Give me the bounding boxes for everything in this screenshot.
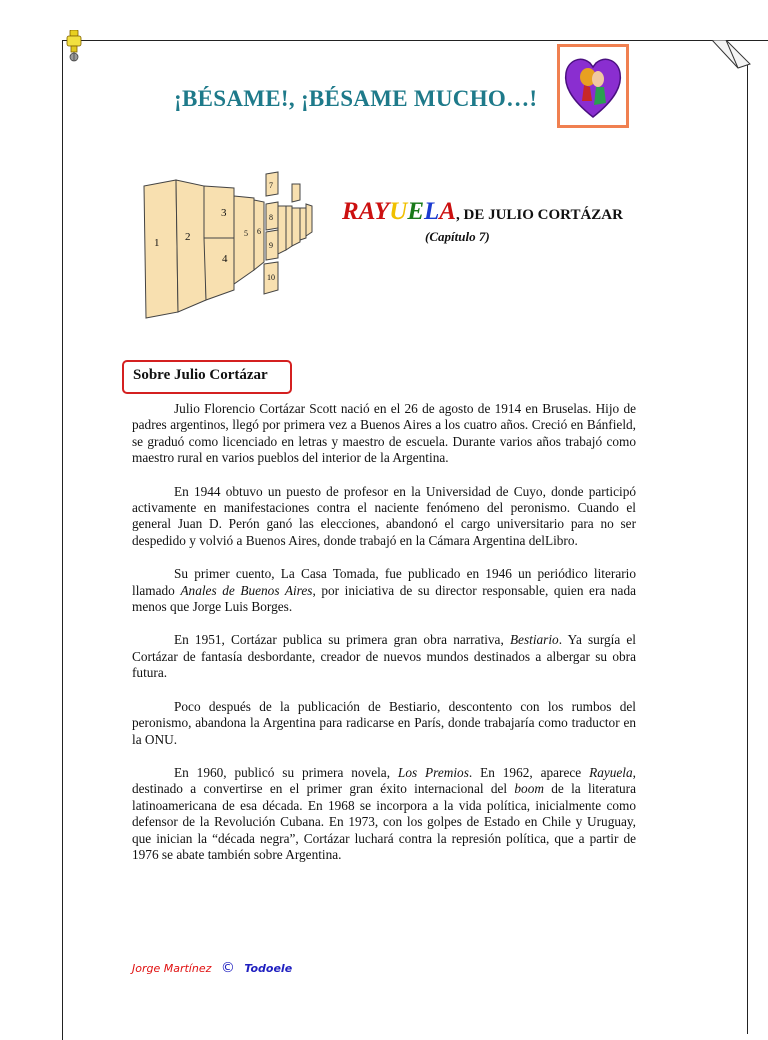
hopscotch-label: 7 (269, 181, 273, 190)
text-run: En 1944 obtuvo un puesto de profesor en la Universidad de Cuyo, donde participó activamente en manifestaciones contra el naciente fenómeno del peronismo. Cuando el general Juan D. Perón ganó las elecciones, abandonó el cargo universitario para no ser despedido y volvió a Buenos Aires, donde trabajó en la Cámara Argentina delLibro. (132, 483, 636, 548)
book-title-colored (342, 198, 456, 225)
hopscotch-label: 2 (185, 231, 191, 243)
text-run: , destinado a convertirse en el primer gran éxito internacional del (132, 764, 636, 797)
italic-text: Anales de Buenos Aires (180, 582, 313, 598)
book-title-letter: Y (373, 198, 390, 225)
italic-text: Los Premios (397, 764, 469, 780)
paragraph (132, 699, 636, 748)
hopscotch-label: 5 (244, 229, 248, 238)
text-run: Julio Florencio Cortázar Scott nació en el 26 de agosto de 1914 en Bruselas. Hijo de padres argentinos, llegó por primera vez a Buenos Aires a los cuatro años. Creció en Bánfield, se graduó como licenciado en letras y maestro de escuela. Durante varios años trabajó como maestro rural en varios pueblos del interior de la Argentina. (132, 401, 636, 466)
author-name: Jorge Martínez (132, 962, 212, 975)
italic-text: Bestiario (509, 632, 559, 648)
book-title-letter: A (439, 198, 456, 225)
brand-name: Todoele (244, 962, 293, 975)
heart-couple-icon (560, 47, 626, 125)
hopscotch-label: 3 (221, 207, 227, 219)
page-title: ¡BÉSAME!, ¡BÉSAME MUCHO…! (174, 86, 538, 111)
text-run: de la literatura latinoamericana de esa década. En 1968 se incorpora a la vida política, inicialmente como defensor de la Revolución Cubana. En 1973, con los golpes de Estado en Chile y Uruguay, que inician la “década negra”, Cortázar luchará contra la represión política, que a partir de 1976 se abate también sobre Argentina. (132, 781, 636, 862)
italic-text: boom (514, 781, 544, 797)
biography-text (132, 401, 636, 880)
page-corner-fold (712, 40, 752, 70)
hopscotch-label: 4 (222, 253, 228, 265)
text-run: . Ya surgía el Cortázar de fantasía desbordante, creador de nuevos mundos destinados a albergar su obra futura. (132, 632, 637, 681)
book-title-letter: U (389, 198, 408, 225)
hopscotch-label: 1 (154, 237, 160, 249)
book-chapter: (Capítulo 7) (425, 229, 490, 244)
page-right-edge (747, 64, 748, 1034)
book-title-letter: A (358, 198, 374, 225)
paragraph (132, 765, 636, 863)
text-run: , por iniciativa de su director responsable, quien era nada menos que Jorge Luis Borges. (132, 582, 636, 615)
pushpin-icon (64, 30, 84, 64)
copyright-symbol: © (220, 960, 235, 976)
text-run: Su primer cuento, La Casa Tomada, fue publicado en 1946 un periódico literario llamado (132, 566, 636, 598)
book-title-letter: L (424, 198, 440, 225)
heart-image-frame (557, 44, 629, 128)
hopscotch-label: 6 (257, 227, 261, 236)
text-run: En 1951, Cortázar publica su primera gran obra narrativa, (174, 632, 510, 648)
signature (132, 960, 292, 976)
paragraph (132, 484, 636, 550)
paragraph (132, 566, 636, 615)
book-title-letter: E (407, 198, 425, 225)
paragraph (132, 401, 636, 467)
hopscotch-label: 9 (269, 241, 273, 250)
text-run: En 1960, publicó su primera novela, (174, 764, 398, 780)
text-run: Poco después de la publicación de Bestiario, descontento con los rumbos del peronismo, abandona la Argentina para radicarse en París, donde trabajaría como traductor en la ONU. (132, 698, 636, 747)
section-heading: Sobre Julio Cortázar (133, 367, 268, 383)
book-title (342, 198, 623, 226)
hopscotch-illustration (136, 166, 326, 322)
text-run: . En 1962, aparece (468, 764, 590, 780)
hopscotch-label: 10 (267, 273, 275, 282)
book-title-letter: R (342, 198, 359, 225)
book-author: , DE JULIO CORTÁZAR (455, 207, 623, 223)
italic-text: Rayuela (589, 764, 633, 780)
paragraph (132, 632, 636, 681)
hopscotch-label: 8 (269, 213, 273, 222)
